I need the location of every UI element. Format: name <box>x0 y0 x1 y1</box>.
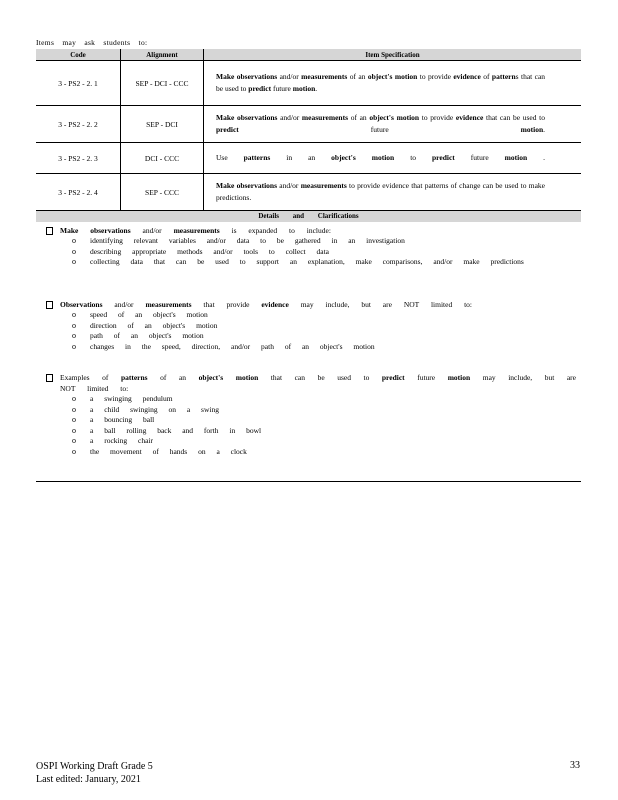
circle-bullet-icon: o <box>72 320 76 330</box>
list-item-text: speed of an object's motion <box>90 310 208 319</box>
circle-bullet-icon: o <box>72 257 76 266</box>
alignment-cell: SEP - DCI <box>121 106 204 143</box>
section-title-part: Make <box>60 226 79 235</box>
specification-text: and/or <box>280 113 302 123</box>
intro-text: Items may ask students to: <box>36 38 148 47</box>
list-item <box>72 331 576 342</box>
specification-text: measurements <box>301 113 349 123</box>
specification-text: of <box>480 72 492 82</box>
specification-text: that can be used to <box>483 113 545 123</box>
specification-text: measurements <box>300 181 347 191</box>
specification-text: observations <box>234 181 280 191</box>
checkbox-bullet-icon <box>46 227 53 235</box>
list-item <box>72 257 576 268</box>
specification-text: and/or <box>279 181 301 191</box>
circle-bullet-icon: o <box>72 236 76 245</box>
table-header-row <box>36 49 581 61</box>
section-list <box>46 236 576 268</box>
list-item-text: a bouncing ball <box>90 415 155 424</box>
circle-bullet-icon: o <box>72 310 76 319</box>
specification-text: evidence <box>453 72 481 82</box>
circle-bullet-icon: o <box>72 331 76 340</box>
circle-bullet-icon: o <box>72 404 76 414</box>
circle-bullet-icon: o <box>72 425 76 435</box>
section-title-part: and/or <box>130 226 174 235</box>
code-cell: 3 - PS2 - 2. 2 <box>36 106 121 143</box>
page-number: 33 <box>570 760 580 771</box>
list-item-text: a rocking chair <box>90 436 153 445</box>
section-title-part: Observations <box>60 300 103 309</box>
specification-text: and/or <box>279 72 302 82</box>
code-cell: 3 - PS2 - 2. 4 <box>36 174 121 211</box>
specification-text: motion <box>520 125 544 134</box>
header-code: Code <box>36 49 121 61</box>
section-title-part: object's motion <box>198 373 259 382</box>
list-item-text: identifying relevant variables and/or data to be gathered in an investigation <box>90 236 405 245</box>
section-title-part: motion <box>447 373 471 382</box>
specification-text: future <box>238 125 521 134</box>
specification-text: patterns <box>243 153 271 163</box>
list-item <box>72 447 576 458</box>
footer <box>36 760 153 786</box>
specification-text: Make <box>216 72 235 82</box>
circle-bullet-icon: o <box>72 246 76 256</box>
list-item <box>72 247 576 258</box>
footer-document-title: OSPI Working Draft Grade 5 <box>36 761 153 772</box>
section-title-part: may include, but are NOT limited to: <box>288 300 473 309</box>
section-list <box>46 394 576 457</box>
list-item <box>72 342 576 353</box>
list-item <box>72 394 576 405</box>
details-section <box>46 299 576 352</box>
specification-text: measurements <box>301 72 348 82</box>
specification-text: . <box>527 153 545 163</box>
specification-text: predict <box>216 125 239 134</box>
list-item <box>72 436 576 447</box>
footer-last-edited: Last edited: January, 2021 <box>36 774 141 785</box>
specification-text: motion <box>355 153 395 163</box>
alignment-cell: SEP - CCC <box>121 174 204 211</box>
specification-text: predict <box>432 153 455 163</box>
circle-bullet-icon: o <box>72 436 76 445</box>
section-title-text <box>60 373 576 393</box>
specification-text: observations <box>234 72 280 82</box>
list-item-text: describing appropriate methods and/or tools to collect data <box>90 246 329 256</box>
section-title-text <box>60 226 331 235</box>
checkbox-bullet-icon <box>46 301 53 309</box>
specification-text: Use <box>216 153 244 163</box>
list-item <box>72 405 576 416</box>
table-row <box>36 61 581 106</box>
section-title <box>46 372 576 394</box>
specification-text: Make <box>216 181 235 191</box>
section-title-part: future <box>404 373 448 382</box>
section-title-part: predict <box>381 373 405 382</box>
section-title-part: is expanded to include: <box>219 226 331 235</box>
section-title-part: and/or <box>102 300 146 309</box>
item-specification-table <box>36 49 581 211</box>
list-item <box>72 236 576 247</box>
section-title-part: measurements <box>173 226 220 235</box>
specification-text: object's motion <box>367 72 418 82</box>
specification-text: . <box>543 125 545 134</box>
specification-text: s that can be used to <box>216 72 546 93</box>
specification-text: of an <box>348 113 370 123</box>
section-title-part: that can be used to <box>258 373 382 382</box>
specification-text: object's <box>331 153 356 163</box>
specification-text: of an <box>347 72 368 82</box>
specification-cell <box>204 143 582 174</box>
specification-text: to provide <box>419 113 456 123</box>
list-item-text: the movement of hands on a clock <box>90 446 247 456</box>
details-clarifications-box <box>36 211 581 482</box>
list-item-text: changes in the speed, direction, and/or path of an object's motion <box>90 341 375 351</box>
list-item <box>72 310 576 321</box>
section-title-part: observations <box>78 226 131 235</box>
list-item <box>72 321 576 332</box>
table-row <box>36 143 581 174</box>
specification-text: to provide evidence that patterns of change can be used to make predictions. <box>216 181 545 202</box>
details-header: Details and Clarifications <box>36 211 581 222</box>
section-title-part: of an <box>147 373 199 382</box>
section-title-part: may include, but are NOT limited to: <box>60 373 577 393</box>
section-title-part: Examples of <box>60 373 121 382</box>
specification-text: to <box>394 153 432 163</box>
table-row <box>36 106 581 143</box>
alignment-cell: DCI - CCC <box>121 143 204 174</box>
list-item-text: a child swinging on a swing <box>90 404 219 414</box>
specification-text: evidence <box>455 113 484 123</box>
specification-text: observations <box>234 113 281 123</box>
list-item-text: a swinging pendulum <box>90 394 173 403</box>
specification-text: motion <box>292 84 316 93</box>
section-title-part: that provide <box>191 300 262 309</box>
specification-text: motion <box>504 153 528 163</box>
section-title-part: evidence <box>261 300 289 309</box>
code-cell: 3 - PS2 - 2. 3 <box>36 143 121 174</box>
list-item-text: collecting data that can be used to support an explanation, make comparisons, and/or make predictions <box>90 257 524 266</box>
list-item <box>72 415 576 426</box>
section-title-text <box>60 300 472 309</box>
section-list <box>46 310 576 352</box>
list-item-text: direction of an object's motion <box>90 320 218 330</box>
specification-text: predict <box>248 84 272 93</box>
specification-text: future <box>454 153 505 163</box>
alignment-cell: SEP - DCI - CCC <box>121 61 204 106</box>
specification-cell <box>204 106 582 143</box>
specification-cell <box>204 174 582 211</box>
section-title-part: patterns <box>120 373 148 382</box>
section-title-part: measurements <box>145 300 192 309</box>
list-item-text: a ball rolling back and forth in bowl <box>90 425 262 435</box>
section-title <box>46 299 576 310</box>
circle-bullet-icon: o <box>72 341 76 351</box>
header-alignment: Alignment <box>121 49 204 61</box>
specification-text: pattern <box>491 72 516 82</box>
table-row <box>36 174 581 211</box>
specification-text: future <box>271 84 293 93</box>
section-title <box>46 225 576 236</box>
specification-text: Make <box>216 113 235 123</box>
header-item-specification: Item Specification <box>204 49 582 61</box>
specification-text: in an <box>270 153 332 163</box>
specification-cell <box>204 61 582 106</box>
specification-text: to provide <box>417 72 454 82</box>
circle-bullet-icon: o <box>72 394 76 403</box>
code-cell: 3 - PS2 - 2. 1 <box>36 61 121 106</box>
checkbox-bullet-icon <box>46 374 53 382</box>
details-section <box>46 372 576 457</box>
list-item <box>72 426 576 437</box>
circle-bullet-icon: o <box>72 446 76 456</box>
list-item-text: path of an object's motion <box>90 331 204 340</box>
circle-bullet-icon: o <box>72 415 76 424</box>
specification-text: object's motion <box>369 113 420 123</box>
details-section <box>46 225 576 268</box>
specification-text: . <box>315 84 318 93</box>
